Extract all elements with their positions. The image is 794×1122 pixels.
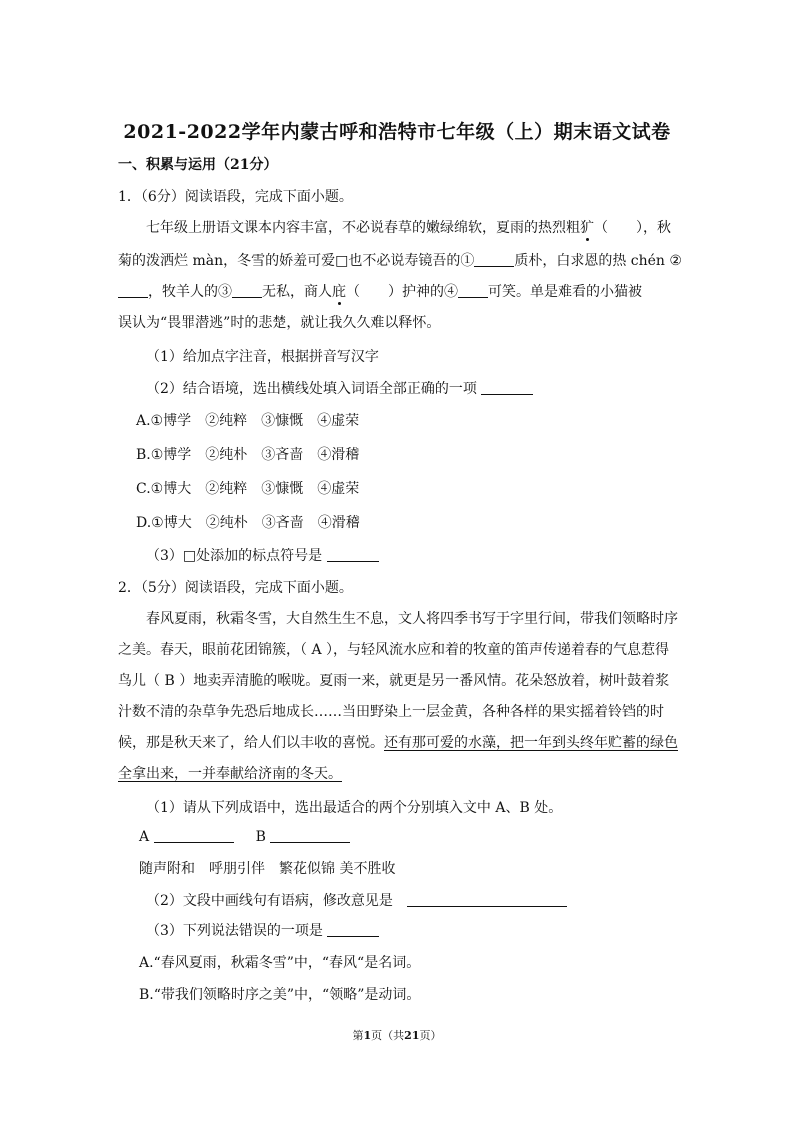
answer-blank[interactable]: [474, 252, 514, 267]
answer-blank-a[interactable]: [154, 828, 234, 843]
q1-subquestion-2: （2）结合语境，选出横线处填入词语全部正确的一项: [146, 378, 533, 398]
q2-passage-line: 之美。春天，眼前花团锦簇，（ A ），与轻风流水应和着的牧童的笛声传递着春的气息惹得: [118, 642, 670, 658]
choice-option-c[interactable]: C.①博大 ②纯粹 ③慷慨 ④虚荣: [136, 481, 360, 497]
q2-heading: 2．（5分）阅读语段，完成下面小题。: [118, 580, 353, 596]
q2-ab-blanks: A B: [139, 828, 350, 845]
answer-blank[interactable]: [327, 547, 379, 562]
q1-subquestion-1: （1）给加点字注音，根据拼音写汉字: [146, 349, 379, 365]
answer-blank[interactable]: [458, 283, 488, 298]
underlined-sentence: 还有那可爱的水藻，把一年到头终年贮蓄的绿色: [384, 735, 678, 751]
page-total: 21: [404, 1029, 420, 1042]
q2-passage-line: [118, 763, 342, 783]
choice-option-d[interactable]: D.①博大 ②纯朴 ③吝啬 ④滑稽: [136, 515, 360, 531]
idiom-list: 随声附和 呼朋引伴 繁花似锦 美不胜收: [139, 861, 396, 877]
q2-passage-line: 春风夏雨，秋霜冬雪，大自然生生不息，文人将四季书写于字里行间，带我们领略时序: [146, 611, 678, 627]
q1-passage-line: 七年级上册语文课本内容丰富，不必说春草的嫩绿绵软，夏雨的热烈粗犷（ ），秋: [146, 220, 671, 236]
underlined-sentence: 全拿出来，一并奉献给济南的冬天。: [118, 766, 342, 782]
page-number: 1: [363, 1029, 372, 1042]
q1-passage-line: ，牧羊人的③ 无私，商人庇（ ）护神的④ 可笑。单是难看的小猫被: [118, 281, 642, 301]
q1-passage-line: 菊的泼洒烂 màn，冬雪的娇羞可爱□也不必说寿镜吾的① 质朴，白求恩的热 chén ②: [118, 253, 682, 269]
section-heading: 一、积累与运用（21分）: [118, 157, 278, 173]
q1-passage-line: 误认为“畏罪潜逃”时的悲楚，就让我久久难以释怀。: [118, 315, 441, 331]
q2-subquestion-3: （3）下列说法错误的一项是: [146, 920, 379, 940]
answer-blank-b[interactable]: [270, 828, 350, 843]
choice-option-a[interactable]: A.①博学 ②纯粹 ③慷慨 ④虚荣: [136, 413, 360, 429]
q1-heading: 1．（6分）阅读语段，完成下面小题。: [118, 189, 353, 205]
answer-blank[interactable]: [327, 922, 379, 937]
q2-passage-line: 候，那是秋天来了，给人们以丰收的喜悦。还有那可爱的水藻，把一年到头终年贮蓄的绿色: [118, 735, 678, 751]
dotted-char: 庇: [332, 284, 346, 300]
choice-option-a[interactable]: A.“春风夏雨，秋霜冬雪”中，“春风“是名词。: [139, 955, 421, 971]
page-footer: 第1页（共21页）: [352, 1029, 442, 1042]
exam-title: 2021-2022学年内蒙古呼和浩特市七年级（上）期末语文试卷: [123, 121, 671, 143]
q1-subquestion-3: （3）□处添加的标点符号是: [146, 545, 379, 565]
q2-subquestion-2: （2）文段中画线句有语病，修改意见是: [146, 890, 567, 910]
q2-subquestion-1: （1）请从下列成语中，选出最适合的两个分别填入文中 A、B 处。: [146, 800, 563, 816]
answer-blank[interactable]: [407, 892, 567, 907]
answer-blank[interactable]: [118, 283, 148, 298]
answer-blank[interactable]: [481, 380, 533, 395]
choice-option-b[interactable]: B.“带我们领略时序之美”中，“领略”是动词。: [139, 987, 421, 1003]
dotted-char: 犷: [580, 220, 594, 236]
q2-passage-line: 鸟儿（ B ）地卖弄清脆的喉咙。夏雨一来，就更是另一番风情。花朵怒放着，树叶鼓着浆: [118, 673, 670, 689]
q2-passage-line: 汁数不清的杂草争先恐后地成长……当田野染上一层金黄，各种各样的果实摇着铃铛的时: [118, 704, 664, 720]
answer-blank[interactable]: [232, 283, 262, 298]
choice-option-b[interactable]: B.①博学 ②纯朴 ③吝啬 ④滑稽: [136, 447, 360, 463]
